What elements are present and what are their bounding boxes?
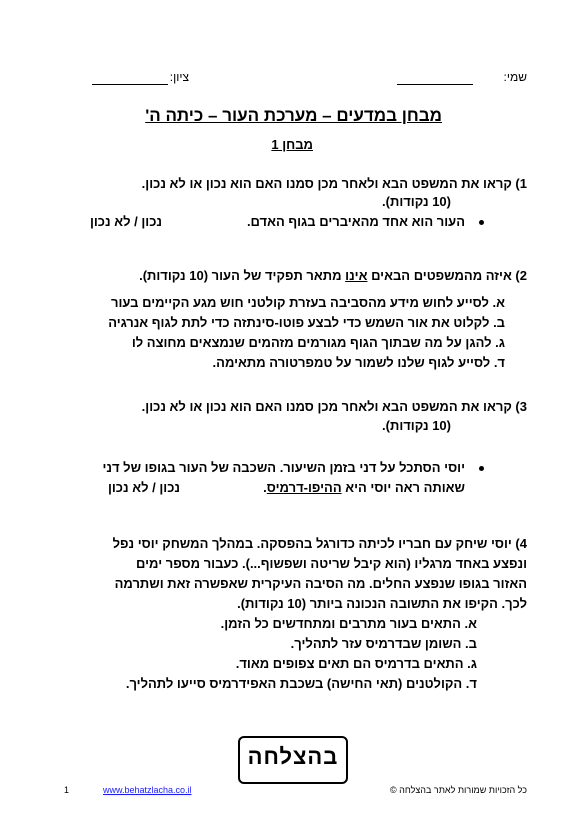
grade-label: ציון: (169, 70, 189, 84)
q2-prefix: 2) איזה מהמשפטים הבאים (367, 268, 527, 283)
q3-line2-prefix: שאותה ראה יוסי היא (341, 480, 465, 495)
page-number: 1 (64, 785, 70, 795)
q4-text-line2: ונפצע באחד מרגליו (הוא קיבל שריטה ושפשוף...). כעבור מספר ימים (135, 556, 527, 571)
q3-true-false-answer[interactable]: נכון / לא נכון (107, 480, 180, 495)
q2-option-c[interactable]: ג. להגן על מה שבתוך הגוף מגורמים מזהמים שנמצאים מחוצה לו (131, 335, 505, 350)
q4-option-a[interactable]: א. התאים בעור מתרבים ומתחדשים כל הזמן. (220, 616, 477, 631)
q3-underlined-term: ההיפו-דרמיס (266, 480, 342, 495)
q2-option-a[interactable]: א. לסייע לחוש מידע מהסביבה בעזרת קולטני חוש מגע הקיימים בעור (110, 295, 505, 310)
q3-text-line1: 3) קראו את המשפט הבא ולאחר מכן סמנו האם הוא נכון או לא נכון. (141, 399, 527, 414)
q2-question (139, 268, 527, 283)
q4-option-c[interactable]: ג. התאים בדרמיס הם תאים צפופים מאוד. (235, 656, 477, 671)
name-field-line[interactable] (397, 72, 473, 85)
page-title: מבחן במדעים – מערכת העור – כיתה ה' (145, 106, 442, 125)
copyright-text: כל הזכויות שמורות לאתר בהצלחה © (390, 785, 527, 795)
q1-text-line1: 1) קראו את המשפט הבא ולאחר מכן סמנו האם הוא נכון או לא נכון. (141, 176, 527, 191)
q3-line2-suffix: . (263, 480, 267, 495)
bullet-icon (479, 466, 484, 471)
q2-underlined-word: אינו (345, 268, 368, 283)
q3-statement-line2 (263, 480, 465, 495)
test-subtitle: מבחן 1 (271, 137, 313, 152)
q2-option-d[interactable]: ד. לסייע לגוף שלנו לשמור על טמפרטורה מתאימה. (212, 355, 505, 370)
q3-text-line2: (10 נקודות). (382, 418, 451, 433)
q4-option-b[interactable]: ב. השומן שבדרמיס עזר לתהליך. (290, 636, 477, 651)
q3-statement-line1: יוסי הסתכל על דני בזמן השיעור. השכבה של העור בגופו של דני (102, 460, 465, 475)
q4-text-line4: לכך. הקיפו את התשובה הנכונה ביותר (10 נקודות). (237, 596, 527, 611)
logo-tagline-decoration (292, 770, 293, 775)
q4-text-line3: האזור בגופו שנפצע החלים. מה הסיבה העיקרית שאפשרה זאת ושתרמה (114, 576, 527, 591)
grade-field-line[interactable] (92, 72, 168, 85)
q4-option-d[interactable]: ד. הקולטנים (תאי החישה) בשכבת האפידרמיס סייעו לתהליך. (125, 676, 477, 691)
website-link[interactable]: www.behatzlacha.co.il (103, 785, 192, 795)
bullet-icon (479, 220, 484, 225)
q2-suffix: מתאר תפקיד של העור (10 נקודות). (139, 268, 346, 283)
q4-text-line1: 4) יוסי שיחק עם חבריו לכיתה כדורגל בהפסקה. במהלך המשחק יוסי נפל (112, 536, 527, 551)
q1-text-line2: (10 נקודות). (382, 194, 451, 209)
q2-option-b[interactable]: ב. לקלוט את אור השמש כדי לבצע פוטו-סינתזה כדי לתת לגוף אנרגיה (108, 315, 505, 330)
name-label: שמי: (503, 70, 527, 84)
q1-true-false-answer[interactable]: נכון / לא נכון (89, 214, 162, 229)
logo-text: בהצלחה (247, 743, 339, 769)
behatzlacha-logo (238, 736, 348, 784)
q1-statement: העור הוא אחד מהאיברים בגוף האדם. (246, 214, 465, 229)
